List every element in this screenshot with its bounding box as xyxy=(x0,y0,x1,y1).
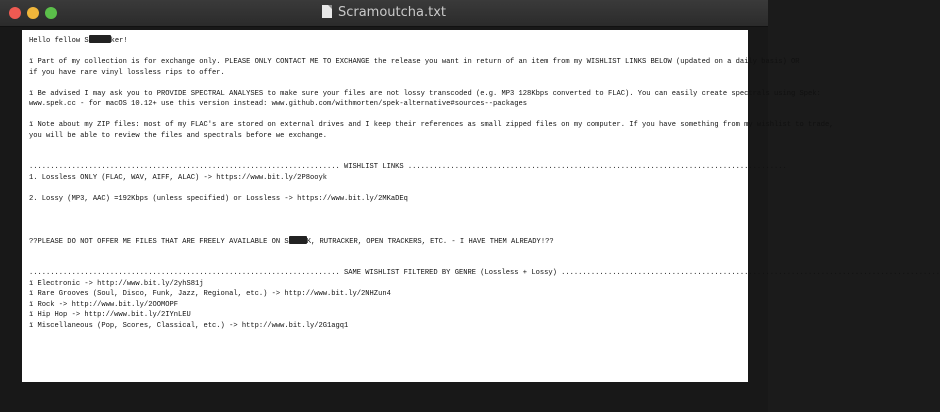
genre-item: ï Electronic -> http://www.bit.ly/2yhS81j xyxy=(29,279,204,288)
paragraph-exchange-line-1: ï Part of my collection is for exchange only. PLEASE ONLY CONTACT ME TO EXCHANGE the release you want in return of an item from my WISHLIST LINKS BELOW (updated on a daily basis) OR xyxy=(29,58,800,66)
paragraph-zip-line-1: ï Note about my ZIP files: most of my FLAC's are stored on external drives and I keep their references as small zipped files on my computer. If you have something from my wishlist to trade, xyxy=(29,121,834,129)
wishlist-lossless-link: 1. Lossless ONLY (FLAC, WAV, AIFF, ALAC) -> https://www.bit.ly/2P8ooyk xyxy=(29,173,327,182)
redaction-mark xyxy=(89,35,111,43)
vertical-scrollbar[interactable] xyxy=(758,32,764,382)
paragraph-spectral-line-2: www.spek.cc - for macOS 10.12+ use this version instead: www.github.com/withmorten/spek-alternative#sources--packages xyxy=(29,100,528,108)
genre-item: ï Miscellaneous (Pop, Scores, Classical, etc.) -> http://www.bit.ly/2G1agq1 xyxy=(29,321,349,330)
title-bar xyxy=(0,0,768,27)
wishlist-lossy-link: 2. Lossy (MP3, AAC) =192Kbps (unless specified) or Lossless -> https://www.bit.ly/2MKaDEq xyxy=(29,194,408,203)
paragraph-zip-line-2: you will be able to review the files and spectrals before we exchange. xyxy=(29,131,327,140)
wishlist-links-header: ......................................................................... WISHLIST LINKS ......................................................................................... xyxy=(29,163,787,171)
genre-item: ï Rare Grooves (Soul, Disco, Funk, Jazz, Regional, etc.) -> http://www.bit.ly/2NHZun4 xyxy=(29,290,391,298)
paragraph-spectral-line-1: ï Be advised I may ask you to PROVIDE SPECTRAL ANALYSES to make sure your files are not lossy transcoded (e.g. MP3 128Kbps converted to FLAC). You can easily create spectrals using Spek: xyxy=(29,89,821,98)
genre-wishlist-header: ......................................................................... SAME WISHLIST FILTERED BY GENRE (Lossless + Lossy) ......................................................................................... xyxy=(29,269,940,277)
warning-line: ??PLEASE DO NOT OFFER ME FILES THAT ARE FREELY AVAILABLE ON S K, RUTRACKER, OPEN TRACKERS, ETC. - I HAVE THEM ALREADY!?? xyxy=(29,237,554,246)
document-icon xyxy=(322,5,332,18)
redaction-mark xyxy=(289,236,307,244)
window-title-area xyxy=(0,4,768,22)
document-text xyxy=(29,35,940,331)
window-title: Scramoutcha.txt xyxy=(337,5,447,20)
genre-item: ï Hip Hop -> http://www.bit.ly/2IYnLEU xyxy=(29,311,191,319)
greeting-line: Hello fellow S ker! xyxy=(29,37,128,45)
genre-item: ï Rock -> http://www.bit.ly/2OOMOPF xyxy=(29,300,178,309)
paragraph-exchange-line-2: if you have rare vinyl lossless rips to offer. xyxy=(29,68,225,77)
text-document-area[interactable] xyxy=(22,30,940,382)
